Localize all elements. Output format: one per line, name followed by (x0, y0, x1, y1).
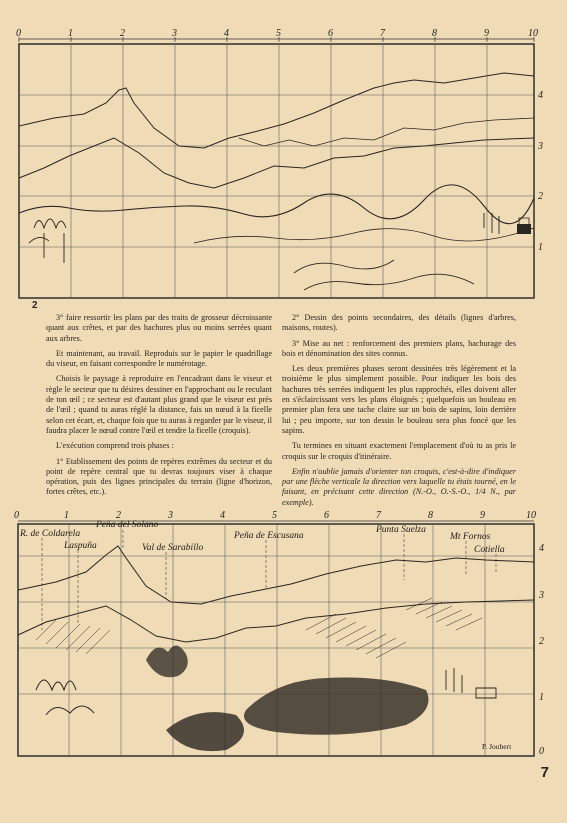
scale-label: 3 (539, 590, 544, 601)
landscape-grid-sketch-top (14, 28, 554, 303)
place-label: Laspuña (64, 541, 97, 551)
figure-number: 2 (32, 300, 38, 311)
paragraph: L'exécution comprend trois phases : (56, 441, 174, 451)
scale-label: 5 (276, 28, 281, 39)
scale-label: 0 (14, 510, 19, 521)
paragraph: 1° Etablissement des points de repères extrêmes du secteur et du point de repère central que tu devras toujours viser à chaque opération, puis des lignes principales du terrain (ligne d'horizon, fortes crêtes, etc.). (46, 456, 272, 497)
scale-label: 4 (539, 543, 544, 554)
place-label: R. de Coldarela (20, 529, 81, 539)
place-label: Cotiella (474, 545, 505, 555)
scale-label: 4 (220, 510, 225, 521)
place-labels (19, 520, 505, 555)
scale-label: 8 (432, 28, 437, 39)
scale-label: 1 (64, 510, 69, 521)
paragraph: Tu termines en situant exactement l'emplacement d'où tu as pris le croquis sur le croquis d'itinéraire. (282, 441, 516, 461)
scale-label: 4 (224, 28, 229, 39)
paragraph: Choisis le paysage à reproduire en l'encadrant dans le viseur et règle le secteur que tu désires dessiner en l'approchant ou le reculant de ton œil ; ce secteur est d'autant plus grand que le viseur est près de l'œil ; quand tu auras réglé la distance, fais un nœud à la ficelle selon cet écart, et, chaque fois que tu auras à regarder par le viseur, il faudra placer le nœud contre l'œil et tendre la ficelle (croquis). (46, 374, 272, 435)
place-label: Mt Fornos (450, 532, 491, 542)
place-label: Peña de Escusana (234, 531, 304, 541)
artist-signature: P. Joubert (482, 742, 512, 751)
scale-bottom-numbers (14, 510, 536, 521)
scale-label: 10 (526, 510, 536, 521)
paragraph: Et maintenant, au travail. Reproduis sur le papier le quadrillage du viseur, en faisant correspondre le numérotage. (46, 348, 272, 369)
paragraph: Les deux premières phases seront dessinées très légèrement et la troisième le plus simplement possible. Pour indiquer les bois des hachures très serrées indiquent les plus rapprochés, elles doivent aller en s'éclaircissant vers les plans éloignés ; quelquefois un bouleau en premier plan fera une tache claire sur un bois de sapins, loin derrière lui ; peu importe, sur ton dessin le bouleau sera plus foncé que les sapins. (282, 364, 516, 435)
page-number: 7 (540, 764, 549, 781)
scale-label: 3 (538, 141, 543, 152)
scale-label: 1 (538, 242, 543, 253)
scale-label: 9 (480, 510, 485, 521)
paragraph: Enfin n'oublie jamais d'orienter ton croquis, c'est-à-dire d'indiquer par une flèche verticale la direction vers laquelle tu étais tourné, en le faisant, en précisant cette direction (N.-O., O.-S.-O., 1/4 N., par exemple). (282, 466, 516, 507)
scale-label: 2 (538, 191, 543, 202)
scale-label: 6 (328, 28, 333, 39)
scale-label: 0 (16, 28, 21, 39)
scale-label: 2 (539, 636, 544, 647)
place-label: Peña del Solano (96, 520, 159, 530)
landscape-grid-sketch-bottom (6, 510, 556, 762)
scale-label: 3 (168, 510, 173, 521)
scale-label: 5 (272, 510, 277, 521)
scale-label: 7 (380, 28, 385, 39)
scale-right-numbers (537, 90, 543, 253)
scale-label: 4 (538, 90, 543, 101)
place-label: Punta Suelza (376, 525, 426, 535)
scale-label: 0 (539, 746, 544, 757)
scale-label: 10 (528, 28, 538, 39)
place-label: Val de Sarabillo (142, 543, 204, 553)
scale-label: 9 (484, 28, 489, 39)
scale-label: 8 (428, 510, 433, 521)
scale-label: 7 (376, 510, 381, 521)
paragraph: 3° faire ressortir les plans par des traits de grosseur décroissante quant aux crêtes, et par des hachures plus ou moins serrées quant aux arbres. (46, 313, 272, 343)
scale-label: 2 (120, 28, 125, 39)
scale-top-numbers (16, 28, 538, 39)
scale-label: 1 (68, 28, 73, 39)
scale-label: 3 (172, 28, 177, 39)
scale-label: 6 (324, 510, 329, 521)
scale-label: 2 (116, 510, 121, 521)
scale-label: 1 (539, 692, 544, 703)
text-column-right (282, 313, 516, 513)
paragraph: 2° Dessin des points secondaires, des détails (lignes d'arbres, maisons, routes). (282, 313, 516, 333)
paragraph: 3° Mise au net : renforcement des premiers plans, hachurage des bois et dénomination des sites connus. (282, 338, 516, 358)
scale-right-numbers (538, 543, 544, 757)
text-column-left (46, 313, 272, 503)
